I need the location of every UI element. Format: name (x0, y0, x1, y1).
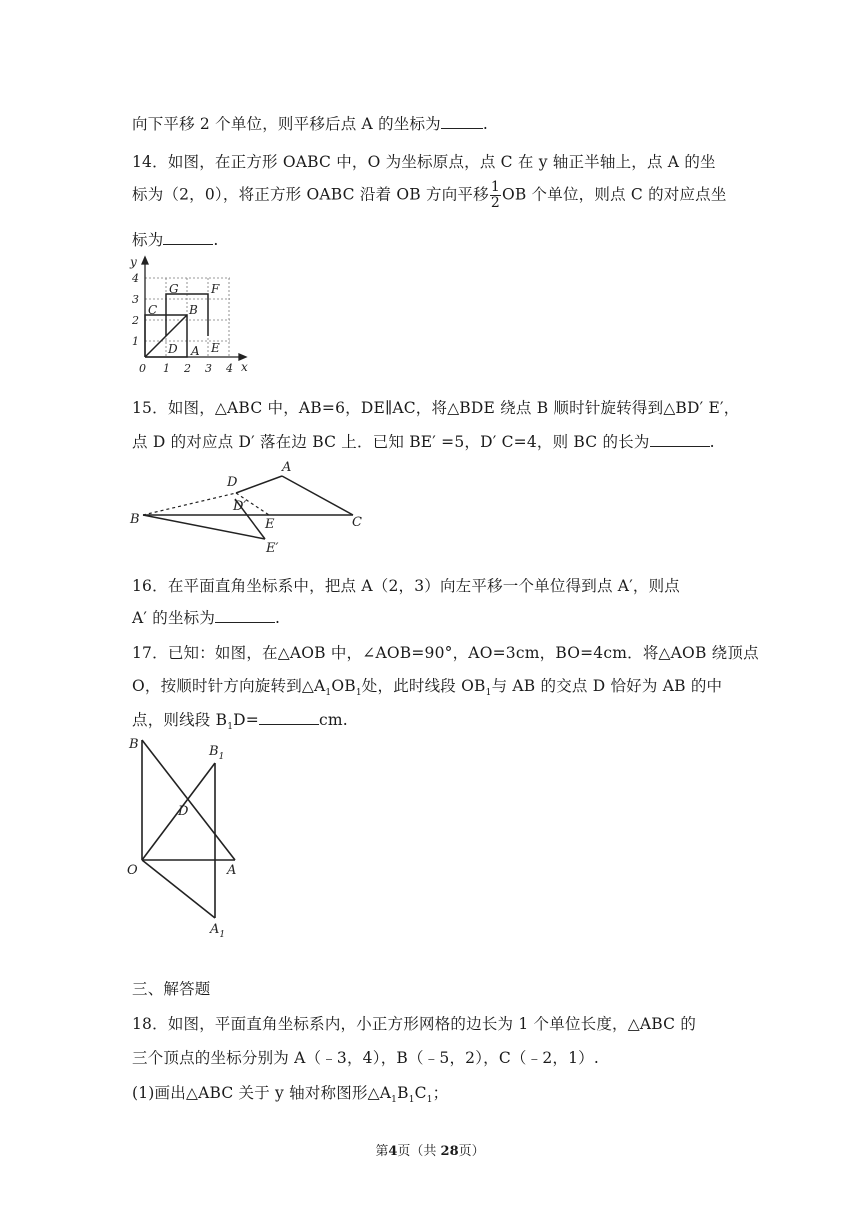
point-label-D: D (227, 475, 238, 490)
text: . (275, 609, 281, 627)
page-footer (0, 1140, 860, 1159)
figure-q14-grid (125, 252, 255, 377)
q16-line-1 (132, 574, 680, 596)
x-tick-0: 0 (139, 362, 146, 375)
text: 点 D 的对应点 D′ 落在边 BC 上．已知 BE′ =5，D′ C=4，则 BC 的长为 (132, 433, 650, 451)
point-label-D: D (168, 342, 178, 356)
subscript: 1 (227, 722, 234, 733)
label-letter: B (209, 744, 219, 759)
text: 三、解答题 (132, 980, 211, 998)
point-label-C: C (352, 515, 362, 530)
text: O，按顺时针方向旋转到△A (132, 677, 326, 695)
subscript: 1 (408, 1095, 415, 1106)
numerator: 1 (490, 179, 500, 195)
y-axis-label: y (130, 255, 137, 269)
text: 页） (458, 1144, 485, 1159)
label-subscript: 1 (218, 752, 225, 762)
y-tick-3: 3 (132, 293, 139, 306)
figure-q17-rotation (122, 733, 262, 938)
answer-blank (650, 445, 710, 447)
text: 18．如图，平面直角坐标系内，小正方形网格的边长为 1 个单位长度，△ABC 的 (132, 1015, 697, 1033)
answer-blank (441, 127, 483, 129)
text: 14．如图，在正方形 OABC 中，O 为坐标原点，点 C 在 y 轴正半轴上，点 A 的坐 (132, 153, 716, 171)
x-tick-3: 3 (205, 362, 212, 375)
point-label-B1 (208, 744, 224, 762)
q14-line-3 (132, 228, 219, 250)
text: B (397, 1084, 409, 1102)
q13-tail (132, 112, 488, 134)
y-tick-1: 1 (132, 335, 139, 348)
q14-line-1 (132, 150, 716, 172)
answer-blank (259, 723, 319, 725)
text: 处，此时线段 OB (361, 677, 486, 695)
denominator: 2 (490, 195, 500, 211)
point-label-E-prime: E′ (266, 541, 279, 556)
page-number: 4 (388, 1144, 398, 1159)
q16-line-2 (132, 606, 280, 628)
q15-line-2 (132, 430, 715, 452)
text: 三个顶点的坐标分别为 A（﹣3，4），B（﹣5，2），C（﹣2，1）. (132, 1049, 599, 1067)
point-label-C: C (148, 303, 158, 317)
text: 标为（2，0），将正方形 OABC 沿着 OB 方向平移 (132, 185, 489, 204)
text: 16．在平面直角坐标系中，把点 A（2，3）向左平移一个单位得到点 A′，则点 (132, 577, 681, 595)
subscript: 1 (485, 688, 492, 699)
text: ； (432, 1084, 449, 1102)
text: 与 AB 的交点 D 恰好为 AB 的中 (491, 677, 723, 695)
fraction (490, 180, 501, 211)
q14-line-2 (132, 180, 727, 211)
q17-line-2 (132, 674, 722, 698)
point-label-E: E (211, 341, 220, 355)
x-axis-label: x (241, 360, 248, 374)
text: OB 个单位，则点 C 的对应点坐 (501, 185, 727, 204)
point-label-A: A (191, 344, 200, 358)
point-label-F: F (211, 282, 220, 296)
x-tick-4: 4 (226, 362, 233, 375)
point-label-B: B (129, 737, 139, 752)
text: . (213, 231, 219, 249)
y-tick-4: 4 (132, 272, 139, 285)
q15-line-1 (132, 396, 739, 418)
point-label-D-prime: D′ (233, 499, 247, 514)
point-label-D: D (178, 804, 189, 819)
point-label-B: B (189, 303, 198, 317)
section-heading (132, 977, 211, 999)
text: 标为 (132, 231, 164, 249)
text: 17．已知：如图，在△AOB 中，∠AOB=90°，AO=3cm，BO=4cm．将△AOB 绕顶点 (132, 644, 759, 662)
point-label-O: O (127, 863, 138, 878)
q18-line-2 (132, 1046, 599, 1068)
text: . (482, 115, 489, 133)
point-label-A: A (227, 863, 237, 878)
text: cm. (318, 711, 348, 729)
point-label-E: E (265, 517, 275, 532)
text: 第 (375, 1144, 389, 1159)
q17-line-1 (132, 641, 759, 663)
text: OB (331, 677, 356, 695)
x-tick-1: 1 (163, 362, 170, 375)
text: (1)画出△ABC 关于 y 轴对称图形△A (132, 1084, 392, 1102)
subscript: 1 (325, 688, 332, 699)
x-tick-2: 2 (184, 362, 191, 375)
text: 点，则线段 B (132, 711, 228, 729)
text: A′ 的坐标为 (132, 609, 216, 627)
answer-blank (215, 621, 275, 623)
q17-line-3 (132, 708, 348, 732)
point-label-G: G (169, 282, 179, 296)
y-tick-2: 2 (132, 314, 139, 327)
subscript: 1 (355, 688, 362, 699)
point-label-A1 (209, 922, 225, 938)
text: D= (233, 711, 259, 729)
text: 向下平移 2 个单位，则平移后点 A 的坐标为 (132, 115, 441, 133)
label-subscript: 1 (219, 930, 226, 938)
figure-q15-triangle (125, 455, 375, 560)
q18-line-3 (132, 1081, 448, 1105)
text: . (709, 433, 715, 451)
q18-line-1 (132, 1012, 696, 1034)
total-pages: 28 (440, 1144, 459, 1159)
text: 页（共 (397, 1144, 441, 1159)
text: 15．如图，△ABC 中，AB=6，DE∥AC，将△BDE 绕点 B 顺时针旋转得到△BD′ E′， (132, 399, 740, 417)
point-label-B: B (130, 512, 140, 527)
subscript: 1 (391, 1095, 398, 1106)
point-label-A: A (282, 460, 292, 475)
label-letter: A (210, 922, 220, 937)
answer-blank (163, 243, 213, 245)
subscript: 1 (426, 1095, 433, 1106)
text: C (414, 1084, 427, 1102)
